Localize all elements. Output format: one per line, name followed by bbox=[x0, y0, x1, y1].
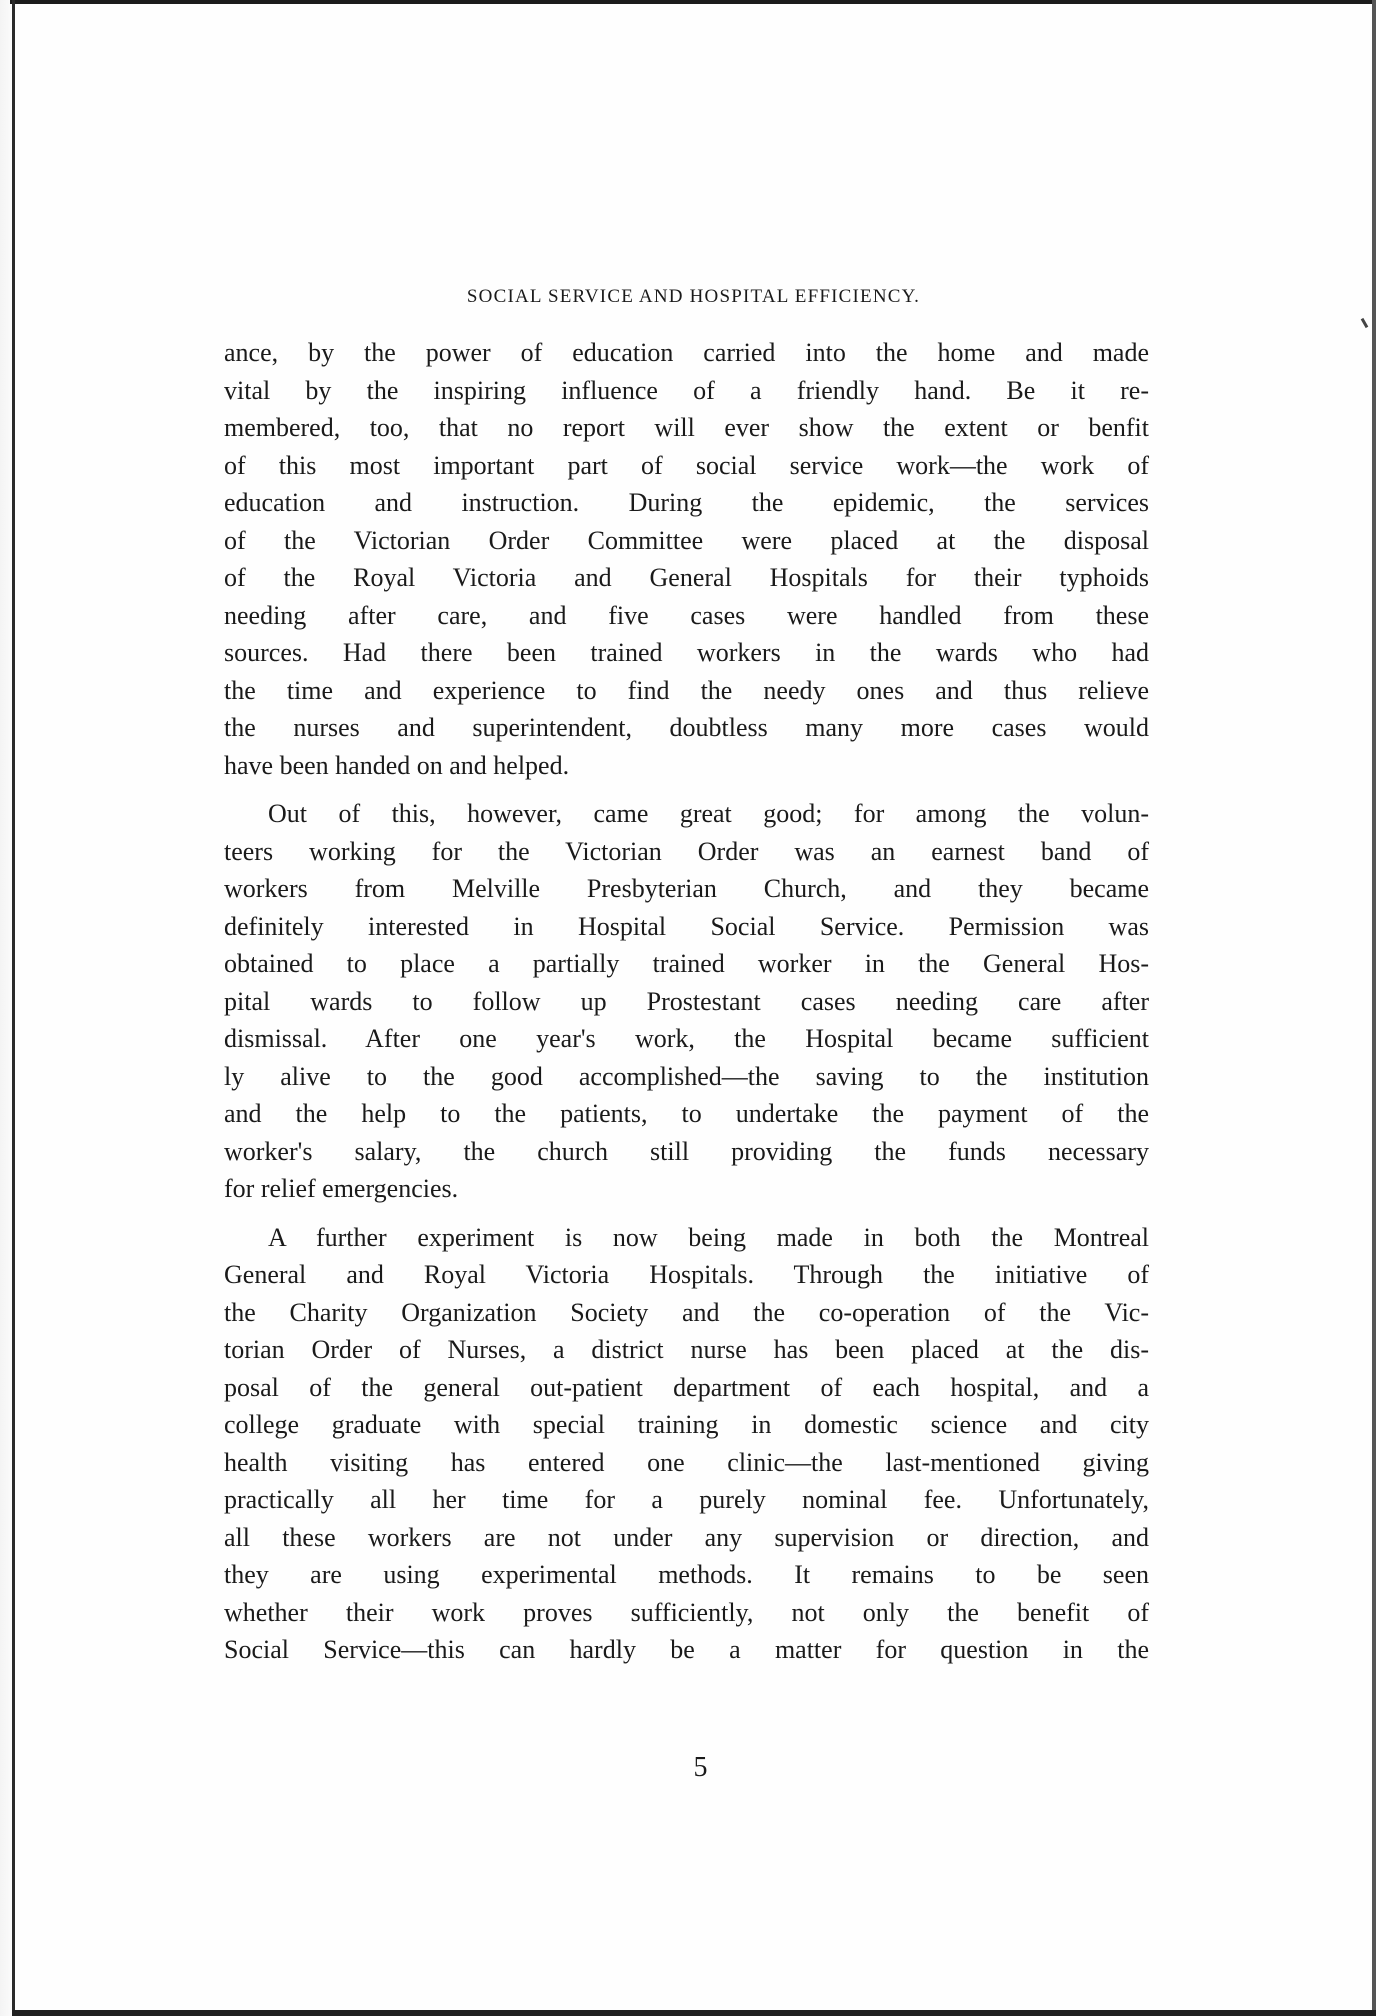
paragraph bbox=[224, 1219, 1149, 1669]
text-line: sources. Had there been trained workers in the wards who had bbox=[224, 638, 1149, 667]
scan-speck bbox=[1361, 318, 1369, 328]
text-line: obtained to place a partially trained worker in the General Hos- bbox=[224, 949, 1149, 978]
text-line: they are using experimental methods. It remains to be seen bbox=[224, 1560, 1149, 1589]
text-line: ance, by the power of education carried into the home and made bbox=[224, 338, 1149, 367]
text-line: practically all her time for a purely nominal fee. Unfortunately, bbox=[224, 1485, 1149, 1514]
text-line: whether their work proves sufficiently, not only the benefit of bbox=[224, 1597, 1149, 1627]
text-line: torian Order of Nurses, a district nurse has been placed at the dis- bbox=[224, 1335, 1149, 1364]
text-line: membered, too, that no report will ever show the extent or benfit bbox=[224, 413, 1149, 442]
text-line: A further experiment is now being made in both the Montreal bbox=[268, 1222, 1149, 1252]
text-line: Out of this, however, came great good; for among the volun- bbox=[268, 799, 1149, 828]
text-line: needing after care, and five cases were handled from these bbox=[224, 600, 1149, 630]
page-bottom-edge bbox=[12, 2010, 1376, 2016]
text-line: the nurses and superintendent, doubtless many more cases would bbox=[224, 713, 1149, 742]
text-line: dismissal. After one year's work, the Hospital became sufficient bbox=[224, 1024, 1149, 1053]
text-line: worker's salary, the church still providing the funds necessary bbox=[224, 1136, 1149, 1166]
page-right-edge bbox=[1372, 0, 1376, 2016]
text-line: teers working for the Victorian Order was an earnest band of bbox=[224, 836, 1149, 866]
text-line: and the help to the patients, to undertake the payment of the bbox=[224, 1099, 1149, 1128]
text-line: for relief emergencies. bbox=[224, 1174, 459, 1203]
text-line: of this most important part of social service work—the work of bbox=[224, 450, 1149, 480]
text-line: Social Service—this can hardly be a matter for question in the bbox=[224, 1635, 1149, 1664]
text-line: pital wards to follow up Prostestant cases needing care after bbox=[224, 986, 1149, 1016]
page-left-edge bbox=[12, 0, 15, 2016]
text-line: have been handed on and helped. bbox=[224, 750, 570, 780]
page-top-edge bbox=[10, 0, 1376, 4]
text-line: posal of the general out-patient department of each hospital, and a bbox=[224, 1372, 1149, 1402]
text-line: education and instruction. During the epidemic, the services bbox=[224, 488, 1149, 517]
paragraph bbox=[224, 334, 1149, 784]
text-line: college graduate with special training in domestic science and city bbox=[224, 1410, 1149, 1439]
page-body bbox=[224, 282, 1149, 1680]
text-line: health visiting has entered one clinic—the last-mentioned giving bbox=[224, 1447, 1149, 1477]
paragraph bbox=[224, 795, 1149, 1208]
body-text bbox=[224, 334, 1149, 1669]
text-line: ly alive to the good accomplished—the saving to the institution bbox=[224, 1061, 1149, 1091]
page-gutter-shadow bbox=[0, 0, 12, 2016]
text-line: of the Royal Victoria and General Hospitals for their typhoids bbox=[224, 563, 1149, 592]
running-head: SOCIAL SERVICE AND HOSPITAL EFFICIENCY. bbox=[466, 286, 921, 307]
text-line: of the Victorian Order Committee were placed at the disposal bbox=[224, 525, 1149, 555]
text-line: General and Royal Victoria Hospitals. Through the initiative of bbox=[224, 1260, 1149, 1289]
text-line: the time and experience to find the needy ones and thus relieve bbox=[224, 675, 1149, 705]
text-line: all these workers are not under any supervision or direction, and bbox=[224, 1522, 1149, 1552]
text-line: vital by the inspiring influence of a friendly hand. Be it re- bbox=[224, 375, 1149, 405]
page-number: 5 bbox=[693, 1752, 708, 1783]
text-line: definitely interested in Hospital Social Service. Permission was bbox=[224, 911, 1149, 941]
text-line: the Charity Organization Society and the co-operation of the Vic- bbox=[224, 1297, 1149, 1327]
text-line: workers from Melville Presbyterian Church, and they became bbox=[224, 874, 1149, 903]
